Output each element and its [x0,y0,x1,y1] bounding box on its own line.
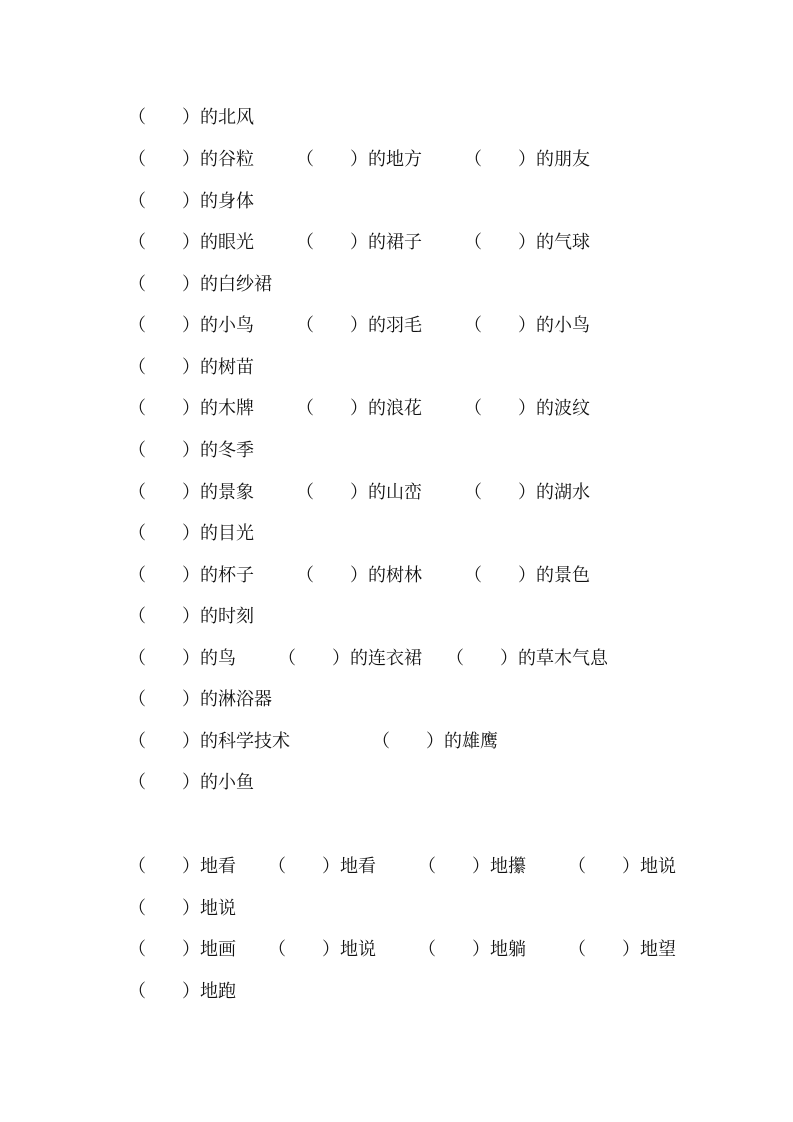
de-line-17 [128,771,793,795]
di-line-2 [128,897,793,921]
de-phrase: （ ）的地方 [296,149,422,170]
de-phrase: （ ）的湖水 [464,482,590,503]
di-phrase: （ ）地画 [128,939,236,960]
de-phrase: （ ）的目光 [128,523,254,544]
de-line-3 [128,190,793,214]
de-phrase: （ ）的雄鹰 [372,731,498,752]
de-line-7 [128,356,793,380]
de-phrase: （ ）的景象 [128,482,254,503]
de-phrase: （ ）的小鱼 [128,772,254,793]
de-line-16 [128,730,793,754]
de-phrase: （ ）的眼光 [128,232,254,253]
de-phrase: （ ）的杯子 [128,565,254,586]
de-phrase: （ ）的气球 [464,232,590,253]
di-phrase: （ ）地跑 [128,981,236,1002]
de-phrase: （ ）的白纱裙 [128,274,272,295]
de-phrase: （ ）的北风 [128,107,254,128]
de-phrase: （ ）的羽毛 [296,315,422,336]
di-line-1 [128,855,793,879]
de-phrase: （ ）的草木气息 [446,648,608,669]
de-line-11 [128,522,793,546]
de-phrase: （ ）的连衣裙 [278,648,422,669]
di-phrase: （ ）地说 [128,898,236,919]
de-phrase: （ ）的谷粒 [128,149,254,170]
de-phrase: （ ）的小鸟 [464,315,590,336]
de-phrase: （ ）的科学技术 [128,731,290,752]
di-phrase: （ ）地攥 [418,856,526,877]
de-phrase: （ ）的树林 [296,565,422,586]
de-line-4 [128,231,793,255]
de-line-9 [128,439,793,463]
de-line-15 [128,688,793,712]
di-phrase: （ ）地说 [268,939,376,960]
di-phrase: （ ）地望 [568,939,676,960]
de-line-10 [128,481,793,505]
de-phrase: （ ）的淋浴器 [128,689,272,710]
di-line-4 [128,980,793,1004]
de-phrase: （ ）的波纹 [464,398,590,419]
di-phrase: （ ）地看 [268,856,376,877]
de-phrase: （ ）的身体 [128,191,254,212]
de-phrase: （ ）的木牌 [128,398,254,419]
de-phrase: （ ）的裙子 [296,232,422,253]
de-phrase: （ ）的小鸟 [128,315,254,336]
de-line-6 [128,314,793,338]
de-line-1 [128,106,793,130]
de-line-5 [128,273,793,297]
de-line-12 [128,564,793,588]
de-phrase: （ ）的景色 [464,565,590,586]
de-line-2 [128,148,793,172]
de-phrase: （ ）的时刻 [128,606,254,627]
de-phrase: （ ）的山峦 [296,482,422,503]
de-phrase: （ ）的冬季 [128,440,254,461]
di-phrase: （ ）地看 [128,856,236,877]
de-phrase: （ ）的树苗 [128,357,254,378]
de-phrase: （ ）的鸟 [128,648,236,669]
de-line-13 [128,605,793,629]
de-phrase: （ ）的朋友 [464,149,590,170]
de-line-14 [128,647,793,671]
di-phrase: （ ）地躺 [418,939,526,960]
di-phrase: （ ）地说 [568,856,676,877]
de-line-8 [128,397,793,421]
di-line-3 [128,938,793,962]
de-phrase: （ ）的浪花 [296,398,422,419]
